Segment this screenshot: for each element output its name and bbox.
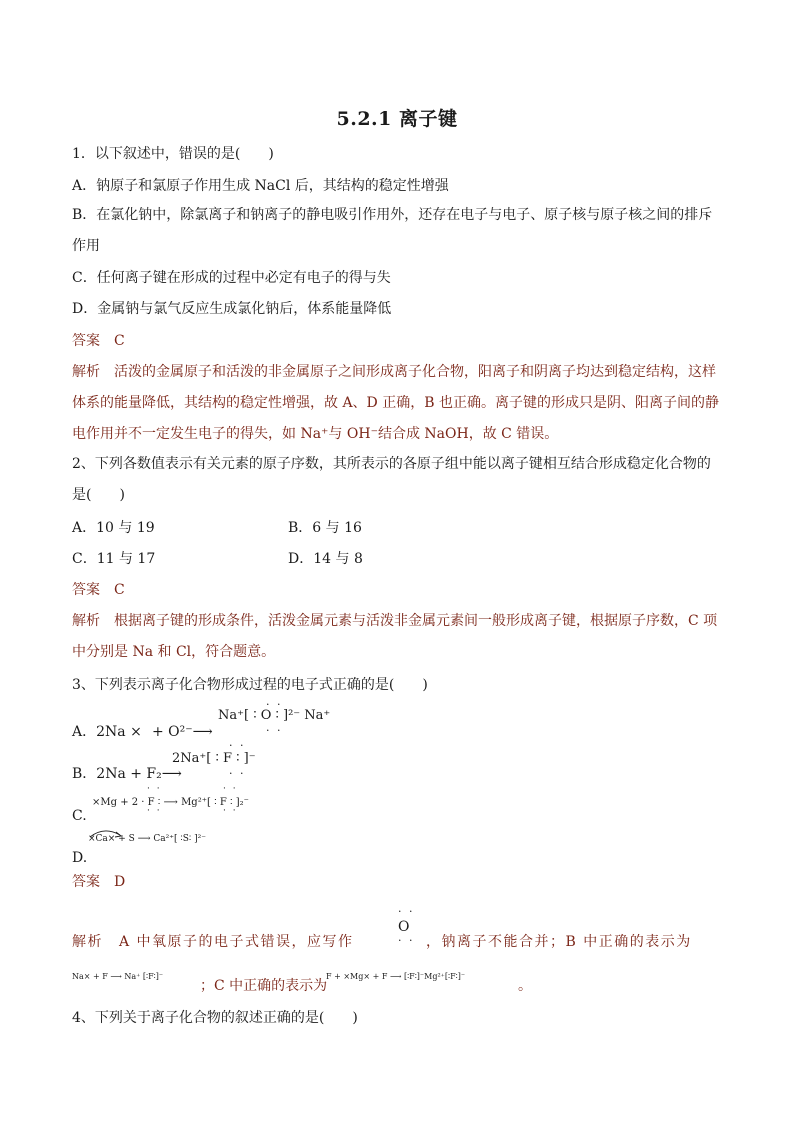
q2-answer — [72, 580, 125, 600]
q3-option-b-product: 2Na⁺[ ∶ F ∶ ]⁻ — [172, 751, 256, 766]
q2-stem: 2、下列各数值表示有关元素的原子序数，其所表示的各原子组中能以离子键相互结合形成稳定化合物的是( ) — [72, 456, 711, 503]
lone-pair-dots: · · — [229, 767, 246, 780]
q3-option-a-mid: + O²⁻⟶ — [152, 724, 213, 740]
analysis-text: 根据离子键的形成条件，活泼金属元素与活泼非金属元素间一般形成离子键，根据原子序数，C 项中分别是 Na 和 Cl，符合题意。 — [72, 613, 718, 660]
analysis-label: 解析 — [72, 613, 100, 629]
q3-option-b-prefix: B．2Na + F₂⟶ — [72, 766, 182, 782]
answer-label: 答案 — [72, 874, 100, 890]
q2-option-b: B．6 与 16 — [288, 520, 362, 536]
q1-option-a: A．钠原子和氯原子作用生成 NaCl 后，其结构的稳定性增强 — [72, 178, 449, 194]
oxygen-symbol: O — [398, 919, 410, 935]
analysis-text: 活泼的金属原子和活泼的非金属原子之间形成离子化合物，阳离子和阴离子均达到稳定结构，这样体系的能量降低，其结构的稳定性增强，故 A、D 正确，B 也正确。离子键的形成只是阴、阳离子间的静电作用并不一定发生电子的得失，如 Na⁺与 OH⁻结合成 NaOH，故 C 错误。 — [72, 364, 719, 442]
lone-pair-dots: · · — [147, 806, 162, 816]
q2-option-c: C．11 与 17 — [72, 551, 156, 567]
q1-answer — [72, 331, 125, 351]
q1-analysis — [72, 357, 724, 450]
q1-stem: 1．以下叙述中，错误的是( ) — [72, 146, 274, 162]
q4-stem: 4、下列关于离子化合物的叙述正确的是( ) — [72, 1010, 358, 1026]
answer-label: 答案 — [72, 333, 100, 349]
q3-analysis-c-formula: F + ×Mg× + F ⟶ [∶F∶]⁻Mg²⁺[∶F∶]⁻ — [326, 972, 466, 981]
lone-pair-dots: · · — [266, 724, 283, 737]
q3-analysis-line1b: ，钠离子不能合并；B 中正确的表示为 — [426, 934, 692, 950]
analysis-label: 解析 — [72, 934, 103, 950]
q2-option-a: A．10 与 19 — [72, 520, 155, 536]
q3-stem: 3、下列表示离子化合物形成过程的电子式正确的是( ) — [72, 677, 428, 693]
lone-pair-dots: · · — [266, 698, 283, 711]
q2-option-d: D．14 与 8 — [288, 551, 363, 567]
q3-option-d-formula: ×Ca× + S ⟶ Ca²⁺[ ∶S∶ ]²⁻ — [88, 834, 206, 844]
q1-option-b: B．在氯化钠中，除氯离子和钠离子的静电吸引作用外，还存在电子与电子、原子核与原子核之间的排斥作用 — [72, 207, 713, 254]
q3-option-c-formula: ⨯Mg + 2 · F ∶ ⟶ Mg²⁺[ ∶ F ∶ ]₂⁻ — [92, 797, 249, 808]
lone-pair-dots: · · — [229, 739, 246, 752]
q3-option-a-product: Na⁺[ ∶ O ∶ ]²⁻ Na⁺ — [218, 708, 331, 723]
answer-value: D — [114, 874, 126, 890]
q3-analysis-b-formula: Na× + F ⟶ Na⁺ [∶F∶]⁻ — [72, 972, 164, 981]
q1-option-c: C．任何离子键在形成的过程中必定有电子的得与失 — [72, 270, 391, 286]
lone-pair-dots: · · — [398, 934, 415, 947]
q3-analysis-end: 。 — [518, 978, 532, 994]
q3-analysis-line1 — [72, 932, 354, 952]
q3-option-c-label: C. — [72, 808, 87, 824]
q3-answer — [72, 872, 125, 892]
answer-value: C — [114, 333, 125, 349]
lone-pair-dots: · · — [398, 905, 415, 918]
lone-pair-dots: · · — [223, 784, 238, 794]
answer-label: 答案 — [72, 582, 100, 598]
analysis-label: 解析 — [72, 364, 100, 380]
page-title: 5.2.1 离子键 — [336, 108, 458, 130]
q3-option-d-label: D. — [72, 850, 88, 866]
lone-pair-dots: · · — [223, 806, 238, 816]
q2-analysis — [72, 606, 724, 668]
analysis-text: A 中氧原子的电子式错误，应写作 — [119, 934, 354, 950]
q3-option-a-prefix: A．2Na × — [72, 724, 142, 740]
answer-value: C — [114, 582, 125, 598]
lone-pair-dots: · · — [147, 784, 162, 794]
q3-analysis-line2: ；C 中正确的表示为 — [200, 978, 328, 994]
q1-option-d: D．金属钠与氯气反应生成氯化钠后，体系能量降低 — [72, 301, 392, 317]
